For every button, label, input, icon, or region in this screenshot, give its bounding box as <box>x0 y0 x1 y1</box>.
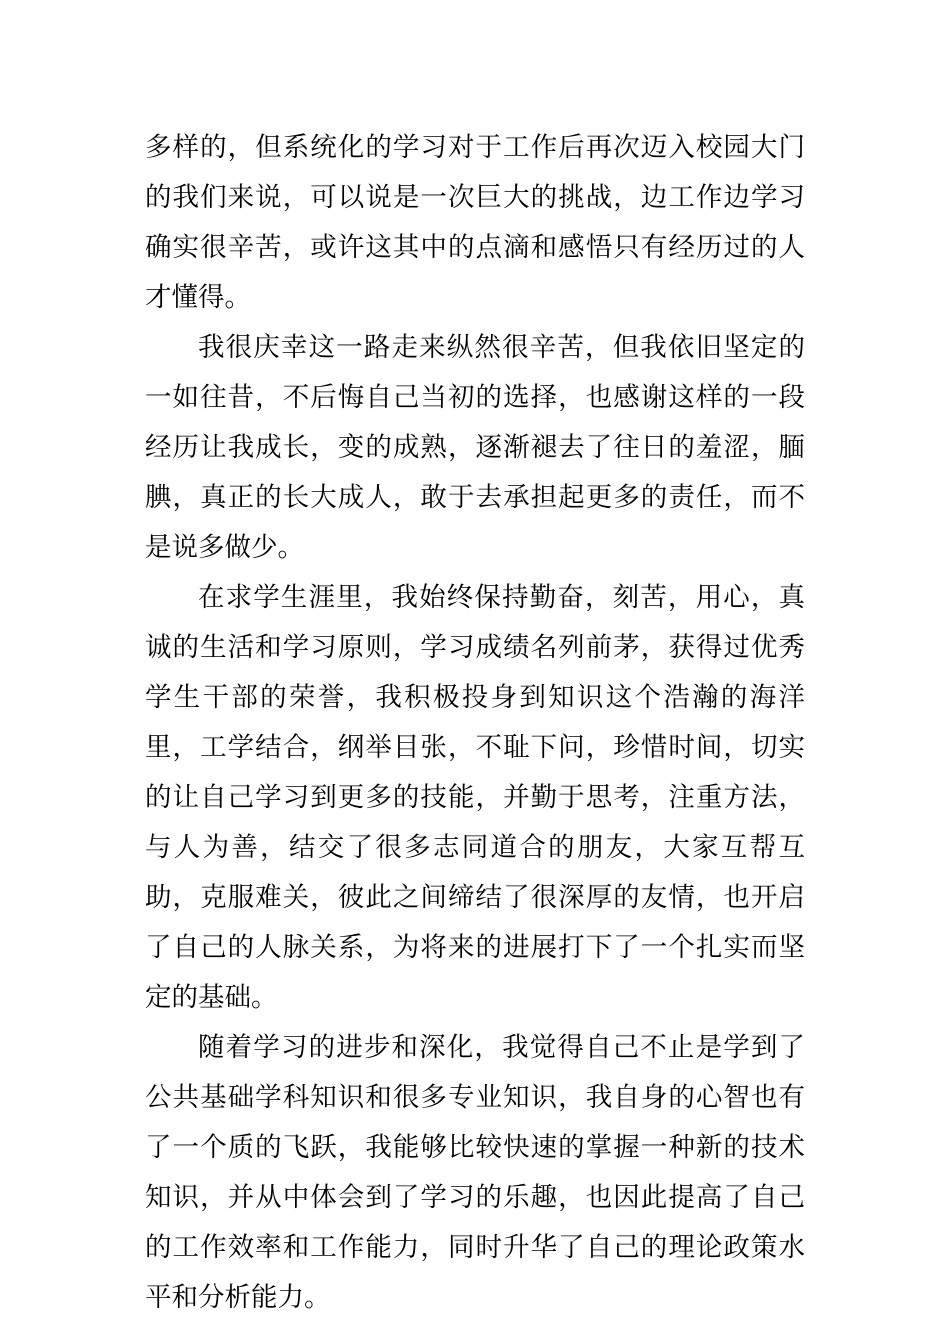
paragraph-3: 在求学生涯里，我始终保持勤奋，刻苦，用心，真诚的生活和学习原则，学习成绩名列前茅，获得过优秀学生干部的荣誉，我积极投身到知识这个浩瀚的海洋里，工学结合，纲举目张，不耻下问，珍惜时间，切实的让自己学习到更多的技能，并勤于思考，注重方法，与人为善，结交了很多志同道合的朋友，大家互帮互助，克服难关，彼此之间缔结了很深厚的友情，也开启了自己的人脉关系，为将来的进展打下了一个扎实而坚定的基础。 <box>145 582 805 1013</box>
document-body <box>145 123 805 1323</box>
paragraph-1: 多样的，但系统化的学习对于工作后再次迈入校园大门的我们来说，可以说是一次巨大的挑战，边工作边学习确实很辛苦，或许这其中的点滴和感悟只有经历过的人才懂得。 <box>145 132 805 313</box>
paragraph-2: 我很庆幸这一路走来纵然很辛苦，但我依旧坚定的一如往昔，不后悔自己当初的选择，也感谢这样的一段经历让我成长，变的成熟，逐渐褪去了往日的羞涩，腼腆，真正的长大成人，敢于去承担起更多的责任，而不是说多做少。 <box>145 332 805 563</box>
paragraph-4: 随着学习的进步和深化，我觉得自己不止是学到了公共基础学科知识和很多专业知识，我自身的心智也有了一个质的飞跃，我能够比较快速的掌握一种新的技术知识，并从中体会到了学习的乐趣，也因此提高了自己的工作效率和工作能力，同时升华了自己的理论政策水平和分析能力。 <box>145 1032 805 1313</box>
